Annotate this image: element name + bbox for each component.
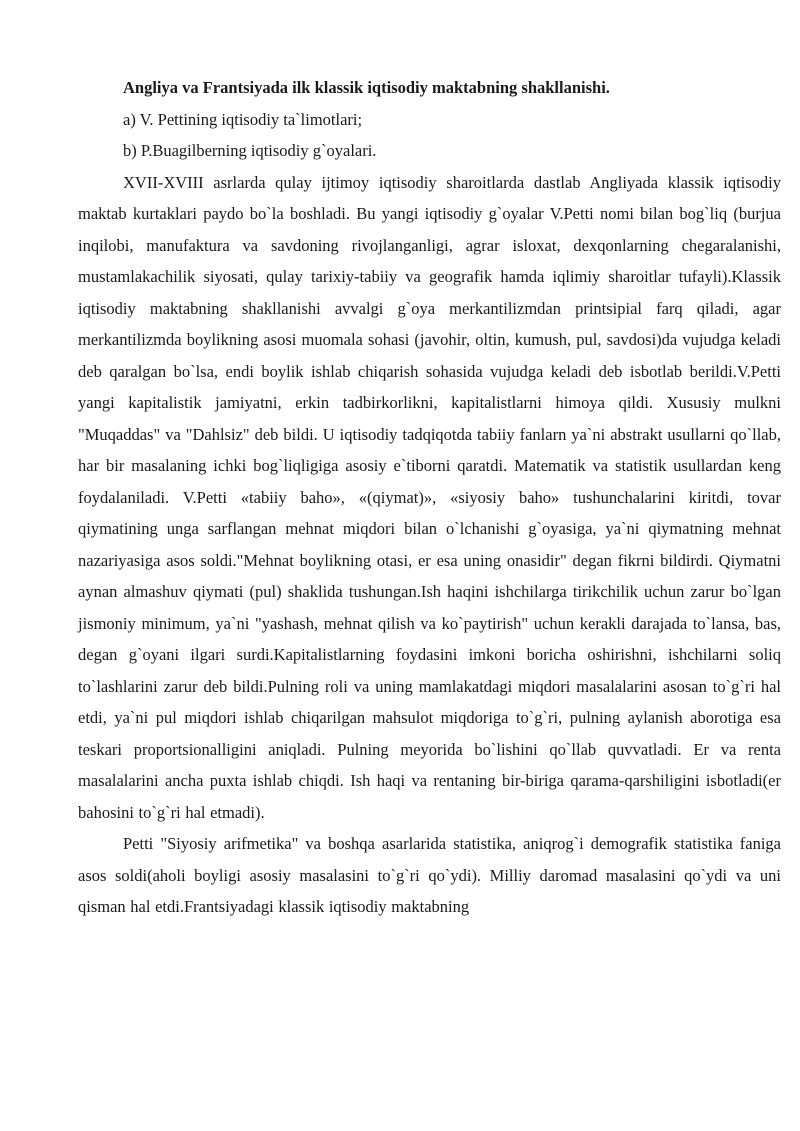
document-page bbox=[78, 72, 781, 923]
outline-item-a: a) V. Pettining iqtisodiy ta`limotlari; bbox=[123, 109, 363, 129]
outline-item-b: b) P.Buagilberning iqtisodiy g`oyalari. bbox=[123, 141, 377, 160]
body-paragraph-1: XVII-XVIII asrlarda qulay ijtimoy iqtisodiy sharoitlarda dastlab Angliyada klassik iqtisodiy maktab kurtaklari paydo bo`la boshladi. Bu yangi iqtisodiy g`oyalar V.Petti nomi bilan bog`liq (burjua inqilobi, manufaktura va savdoning rivojlanganligi, agrar isloxat, dexqonlarning chegaralanishi, mustamlakachilik siyosati, qulay tarixiy-tabiiy va geografik hamda iqlimiy sharoitlar tufayli).Klassik iqtisodiy maktabning shakllanishi avvalgi g`oya merkantilizmdan printsipial farq qiladi, agar merkantilizmda boylikning asosi muomala sohasi (javohir, oltin, kumush, pul, savdosi)da vujudga keladi deb qaralgan bo`lsa, endi boylik ishlab chiqarish sohasida vujudga keladi deb isbotlab berildi.V.Petti yangi kapitalistik jamiyatni, erkin tadbirkorlikni, kapitalistlarni himoya qildi. Xususiy mulkni "Muqaddas" va "Dahlsiz" deb bildi. U iqtisodiy tadqiqotda tabiiy fanlarn ya`ni abstrakt usullarni qo`llab, har bir masalaning ichki bog`liqligiga asosiy e`tiborni qaratdi. Matematik va statistik usullardan keng foydalaniladi. V.Petti «tabiiy baho», «(qiymat)», «siyosiy baho» tushunchalarini kiritdi, tovar qiymatining unga sarflangan mehnat miqdori bilan o`lchanishi g`oyasiga, ya`ni qiymatning mehnat nazariyasiga asos soldi."Mehnat boylikning otasi, er esa uning onasidir" degan fikrni bildirdi. Qiymatni aynan almashuv qiymati (pul) shaklida tushungan.Ish haqini ishchilarga tirikchilik uchun zarur bo`lgan jismoniy minimum, ya`ni "yashash, mehnat qilish va ko`paytirish" uchun kerakli darajada to`lansa, bas, degan g`oyani ilgari surdi.Kapitalistlarning foydasini imkoni boricha oshirishni, ishchilarni soliq to`lashlarini zarur deb bildi.Pulning roli va uning mamlakatdagi miqdori masalalarini asosan to`g`ri hal etdi, ya`ni pul miqdori ishlab chiqarilgan mahsulot miqdoriga to`g`ri, pulning aylanish aborotiga esa teskari proportsionalligini aniqladi. Pulning meyorida bo`lishini qo`llab quvvatladi. Er va renta masalalarini ancha puxta ishlab chiqdi. Ish haqi va rentaning bir-biriga qarama-qarshiligini isbotladi(er bahosini to`g`ri hal etmadi). bbox=[78, 172, 781, 822]
document-title: Angliya va Frantsiyada ilk klassik iqtisodiy maktabning shakllanishi. bbox=[123, 78, 610, 97]
body-paragraph-2: Petti "Siyosiy arifmetika" va boshqa asarlarida statistika, aniqrog`i demografik statistika faniga asos soldi(aholi boyligi asosiy masalasini to`g`ri qo`ydi). Milliy daromad masalasini qo`ydi va uni qisman hal etdi.Frantsiyadagi klassik iqtisodiy maktabning bbox=[78, 834, 781, 916]
